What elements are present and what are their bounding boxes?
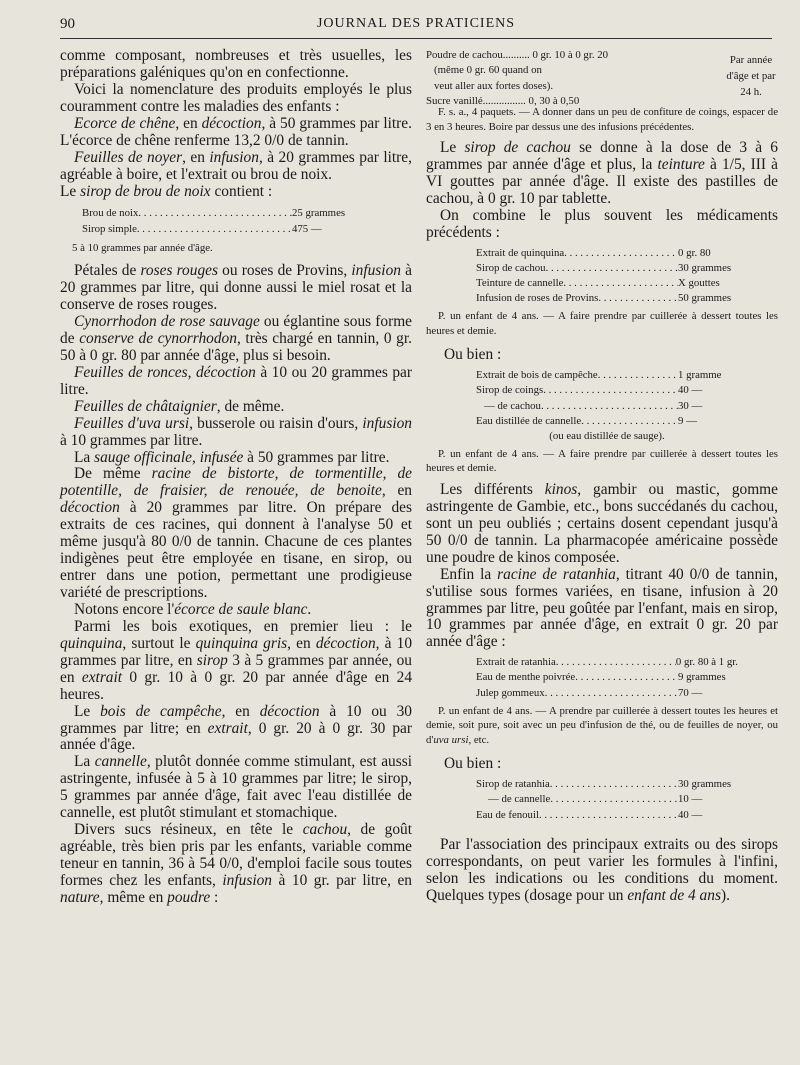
journal-title: JOURNAL DES PRATICIENS: [316, 16, 516, 31]
table-row: Sirop de cachou . . . 30 grammes: [476, 261, 738, 276]
table-row: — de cannelle . . . 10 —: [476, 792, 738, 807]
table-row: Infusion de roses de Provins . . . 50 grammes: [476, 291, 738, 306]
recipe-note: P. un enfant de 4 ans. — A faire prendre par cuillerée à dessert toutes les heures et demie.: [426, 447, 778, 475]
paragraph: La sauge officinale, infusée à 50 grammes par litre.: [74, 448, 390, 466]
paragraph: Enfin la racine de ratanhia, titrant 40 0/0 de tannin, s'utilise sous formes variées, en tisane, infusion à 20 grammes par litre, peu goûtée par l'enfant, mais en sirop, 10 grammes par année d'âge, en extrait 0 gr. 20 par année d'âge :: [426, 565, 778, 651]
recipe-table-3: [426, 655, 778, 700]
table-row: Extrait de bois de campêche . . . 1 gramme: [476, 368, 738, 383]
recipe-table-cachou: [426, 48, 778, 107]
paragraph: Pétales de roses rouges ou roses de Provins, infusion à 20 grammes par litre, qui donne aussi le miel rosat et la conserve de roses rouges.: [60, 262, 412, 314]
recipe-table-4: [426, 777, 778, 822]
table-row: Eau de menthe poivrée . . . 9 grammes: [476, 670, 738, 685]
header-rule: [60, 38, 772, 39]
paragraph: Divers sucs résineux, en tête le cachou, de goût agréable, très bien pris par les enfants, variable comme teneur en tannin, 36 à 54 0/0, d'emploi facile sous toutes formes chez les enfants, infusion à 10 gr. par litre, en nature, même en poudre :: [60, 821, 412, 906]
paragraph: Ecorce de chêne, en décoction, à 50 grammes par litre. L'écorce de chêne renferme 13,2 0/0 de tannin.: [60, 114, 412, 149]
table-row: Extrait de quinquina . . . 0 gr. 80: [476, 246, 738, 261]
alternative-label: Ou bien :: [444, 346, 502, 364]
paragraph: Parmi les bois exotiques, en premier lieu : le quinquina, surtout le quinquina gris, en décoction, à 10 grammes par litre, en sirop 3 à 5 grammes par année, ou en extrait 0 gr. 10 à 0 gr. 20 par année d'âge en 24 heures.: [60, 617, 413, 703]
table-row: Brou de noix . . . 25 grammes: [82, 206, 352, 221]
paragraph: Le bois de campêche, en décoction à 10 ou 30 grammes par litre; en extrait, 0 gr. 20 à 0 gr. 30 par année d'âge.: [60, 702, 413, 754]
table-row: Sirop simple . . . 475 —: [82, 222, 352, 237]
recipe-table-2: [426, 368, 778, 444]
right-column: [426, 48, 778, 904]
table-row: Sucre vanillé................ 0, 30 à 0,50: [426, 94, 580, 107]
recipe-note: P. un enfant de 4 ans. — A faire prendre par cuillerée à dessert toutes les heures et demie.: [426, 310, 778, 337]
dosage-brace-label: Par année d'âge et par 24 h.: [726, 54, 776, 99]
paragraph: Feuilles d'uva ursi, busserole ou raisin d'ours, infusion à 10 grammes par litre.: [60, 414, 413, 449]
table-row: Extrait de ratanhia . . . 0 gr. 80 à 1 gr.: [476, 655, 738, 670]
paragraph: Les différents kinos, gambir ou mastic, gomme astringente de Gambie, etc., bons succédanés du cachou, sont un peu oubliés ; certains dosent cependant jusqu'à 50 0/0 de tannin. La pharmacopée américaine possède une poudre de kinos composée.: [426, 480, 778, 566]
paragraph: On combine le plus souvent les médicaments précédents :: [426, 206, 778, 241]
paragraph: Le sirop de brou de noix contient :: [60, 182, 273, 200]
paragraph: Par l'association des principaux extraits ou des sirops correspondants, on peut varier les formules à l'infini, selon les indications ou les conditions du moment. Quelques types (dosage pour un enfant de 4 ans).: [426, 835, 778, 904]
paragraph: Le sirop de cachou se donne à la dose de 3 à 6 grammes par année d'âge et plus, la teinture à 1/5, III à VI gouttes par année d'âge. Il existe des pastilles de cachou, à 0 gr. 10 par tablette.: [426, 139, 778, 207]
table-row: (même 0 gr. 60 quand on: [434, 64, 542, 77]
recipe-table-1: [426, 246, 778, 306]
paragraph: Notons encore l'écorce de saule blanc.: [74, 600, 312, 618]
recipe-note: F. s. a., 4 paquets. — A donner dans un peu de confiture de coings, espacer de 3 en 3 heures. Boire par dessus une des infusions précédentes.: [426, 106, 778, 133]
table-row: Teinture de cannelle . . . X gouttes: [476, 276, 738, 291]
page-header: [60, 14, 772, 36]
recipe-note: 5 à 10 grammes par année d'âge.: [72, 241, 213, 254]
table-row: Sirop de ratanhia . . . 30 grammes: [476, 777, 738, 792]
paragraph: Cynorrhodon de rose sauvage ou églantine sous forme de conserve de cynorrhodon, très chargé en tannin, 0 gr. 50 à 0 gr. 80 par année d'âge, plus si besoin.: [60, 313, 412, 364]
recipe-note: P. un enfant de 4 ans. — A prendre par cuillerée à dessert toutes les heures et demie, soit pure, soit avec un peu d'infusion de thé, ou de feuilles de noyer, ou d'uva ursi, etc.: [426, 704, 778, 746]
table-row: Sirop de coings . . . 40 —: [476, 383, 738, 398]
table-row: veut aller aux fortes doses).: [434, 79, 554, 92]
paragraph: Feuilles de châtaignier, de même.: [74, 397, 285, 415]
table-row: Julep gommeux . . . 70 —: [476, 686, 738, 701]
paragraph: La cannelle, plutôt donnée comme stimulant, est aussi astringente, infusée à 5 à 10 grammes par litre; le sirop, 5 grammes par année d'âge, fait avec l'eau distillée de cannelle, est plutôt stimulant et stomachique.: [60, 753, 412, 822]
table-row: Eau distillée de cannelle . . . 9 —: [476, 414, 738, 429]
paragraph: Voici la nomenclature des produits employés le plus couramment contre les maladies des enfants :: [60, 80, 412, 115]
table-row: — de cachou . . . 30 —: [476, 399, 738, 414]
paragraph: Feuilles de ronces, décoction à 10 ou 20 grammes par litre.: [60, 363, 413, 398]
table-row: Eau de fenouil . . . 40 —: [476, 808, 738, 823]
page-number: 90: [60, 16, 75, 32]
paragraph: comme composant, nombreuses et très usuelles, les préparations galéniques qu'on en confectionne.: [60, 47, 412, 81]
alternative-label: Ou bien :: [444, 755, 502, 773]
left-column: [60, 48, 412, 907]
recipe-table-brou: [60, 206, 412, 236]
paragraph: De même racine de bistorte, de tormentille, de potentille, de fraisier, de renouée, de benoite, en décoction à 20 grammes par litre. On prépare des extraits de ces racines, qui donnent à l'analyse 50 et même jusqu'à 80 0/0 de tannin. Chacune de ces plantes indigènes peut être employée en tisane, en sirop, ou entrer dans une potion, permettant une prodigieuse variété de prescriptions.: [60, 465, 412, 602]
table-row: Poudre de cachou.......... 0 gr. 10 à 0 gr. 20: [426, 49, 609, 61]
paragraph: Feuilles de noyer, en infusion, à 20 grammes par litre, agréable à boire, et l'extrait ou brou de noix.: [60, 148, 412, 183]
table-subnote: (ou eau distillée de sauge).: [549, 429, 665, 442]
